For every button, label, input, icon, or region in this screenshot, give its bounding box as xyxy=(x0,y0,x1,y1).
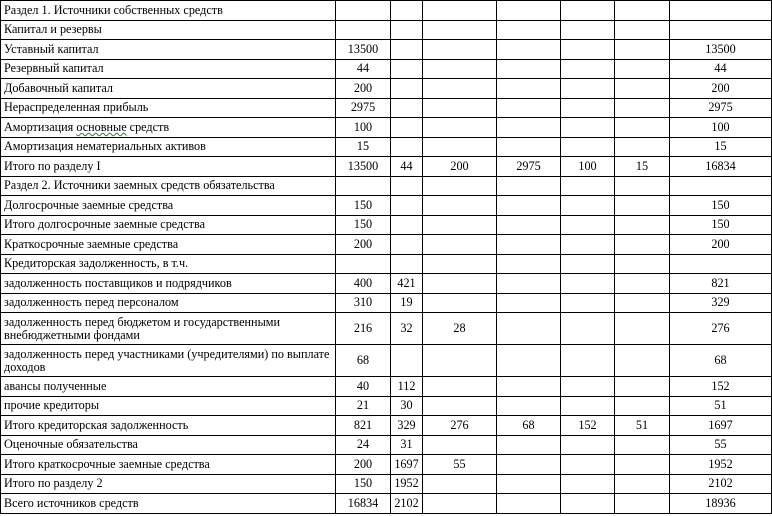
cell-col-4 xyxy=(497,1,561,21)
cell-col-3: 276 xyxy=(423,416,497,436)
cell-total: 150 xyxy=(670,215,772,235)
cell-col-6: 51 xyxy=(615,416,670,436)
cell-col-5 xyxy=(561,176,615,196)
cell-col-1: 100 xyxy=(336,118,391,138)
row-label: Амортизация нематериальных активов xyxy=(1,137,336,157)
cell-col-1: 821 xyxy=(336,416,391,436)
table-row xyxy=(1,455,772,475)
table-row xyxy=(1,345,772,377)
cell-col-2 xyxy=(391,40,423,60)
cell-col-4 xyxy=(497,176,561,196)
cell-col-3 xyxy=(423,345,497,377)
cell-col-6 xyxy=(615,215,670,235)
table-row xyxy=(1,196,772,216)
cell-col-5 xyxy=(561,40,615,60)
table-row xyxy=(1,235,772,255)
cell-total: 51 xyxy=(670,396,772,416)
table-row xyxy=(1,416,772,436)
row-label: задолженность перед персоналом xyxy=(1,293,336,313)
cell-col-3 xyxy=(423,474,497,494)
cell-col-4 xyxy=(497,118,561,138)
cell-col-1: 200 xyxy=(336,79,391,99)
row-label: Нераспределенная прибыль xyxy=(1,98,336,118)
cell-col-6 xyxy=(615,396,670,416)
cell-total: 1952 xyxy=(670,455,772,475)
cell-col-2 xyxy=(391,20,423,40)
cell-col-1: 68 xyxy=(336,345,391,377)
row-label: Оценочные обязательства xyxy=(1,435,336,455)
cell-total: 55 xyxy=(670,435,772,455)
cell-total: 16834 xyxy=(670,157,772,177)
cell-col-2 xyxy=(391,118,423,138)
cell-col-1 xyxy=(336,20,391,40)
cell-col-2: 31 xyxy=(391,435,423,455)
cell-col-6 xyxy=(615,98,670,118)
cell-col-5 xyxy=(561,494,615,514)
row-label: Раздел 2. Источники заемных средств обязательства xyxy=(1,176,336,196)
cell-col-2 xyxy=(391,137,423,157)
cell-col-1: 44 xyxy=(336,59,391,79)
cell-col-1: 16834 xyxy=(336,494,391,514)
cell-total: 44 xyxy=(670,59,772,79)
table-row xyxy=(1,118,772,138)
row-label: Итого кредиторская задолженность xyxy=(1,416,336,436)
table-row xyxy=(1,176,772,196)
cell-col-2: 44 xyxy=(391,157,423,177)
cell-col-4 xyxy=(497,474,561,494)
cell-total: 18936 xyxy=(670,494,772,514)
table-row xyxy=(1,20,772,40)
cell-col-6 xyxy=(615,59,670,79)
cell-col-1 xyxy=(336,254,391,274)
row-label: Капитал и резервы xyxy=(1,20,336,40)
cell-col-6 xyxy=(615,40,670,60)
cell-col-5 xyxy=(561,313,615,345)
table-row xyxy=(1,79,772,99)
cell-col-1: 200 xyxy=(336,455,391,475)
table-row xyxy=(1,435,772,455)
cell-col-2: 112 xyxy=(391,377,423,397)
cell-col-1: 21 xyxy=(336,396,391,416)
cell-col-2 xyxy=(391,79,423,99)
cell-total: 13500 xyxy=(670,40,772,60)
cell-col-1: 13500 xyxy=(336,40,391,60)
table-row xyxy=(1,1,772,21)
cell-total: 15 xyxy=(670,137,772,157)
cell-col-5 xyxy=(561,215,615,235)
cell-col-3 xyxy=(423,118,497,138)
row-label: авансы полученные xyxy=(1,377,336,397)
cell-total: 276 xyxy=(670,313,772,345)
cell-col-6 xyxy=(615,118,670,138)
cell-col-3 xyxy=(423,494,497,514)
cell-col-3 xyxy=(423,1,497,21)
cell-col-5 xyxy=(561,1,615,21)
cell-col-6 xyxy=(615,20,670,40)
cell-total: 329 xyxy=(670,293,772,313)
cell-total: 100 xyxy=(670,118,772,138)
cell-col-5 xyxy=(561,98,615,118)
cell-col-1: 15 xyxy=(336,137,391,157)
table-row xyxy=(1,254,772,274)
cell-col-2: 1952 xyxy=(391,474,423,494)
cell-col-4: 2975 xyxy=(497,157,561,177)
cell-col-4: 68 xyxy=(497,416,561,436)
cell-col-2 xyxy=(391,98,423,118)
cell-col-3 xyxy=(423,137,497,157)
cell-total: 821 xyxy=(670,274,772,294)
cell-col-1: 150 xyxy=(336,474,391,494)
table-row xyxy=(1,293,772,313)
table-row xyxy=(1,396,772,416)
cell-col-5 xyxy=(561,274,615,294)
cell-col-3: 200 xyxy=(423,157,497,177)
cell-col-5 xyxy=(561,474,615,494)
cell-col-3 xyxy=(423,435,497,455)
cell-col-4 xyxy=(497,137,561,157)
cell-col-6 xyxy=(615,293,670,313)
table-row xyxy=(1,215,772,235)
cell-col-6 xyxy=(615,345,670,377)
cell-total xyxy=(670,1,772,21)
table-row xyxy=(1,137,772,157)
cell-col-2: 19 xyxy=(391,293,423,313)
cell-col-4 xyxy=(497,494,561,514)
cell-col-3: 28 xyxy=(423,313,497,345)
cell-col-2 xyxy=(391,59,423,79)
cell-col-1: 200 xyxy=(336,235,391,255)
cell-col-5 xyxy=(561,377,615,397)
table-row xyxy=(1,313,772,345)
cell-col-6 xyxy=(615,235,670,255)
cell-col-6 xyxy=(615,196,670,216)
cell-col-4 xyxy=(497,79,561,99)
cell-col-4 xyxy=(497,377,561,397)
cell-col-6 xyxy=(615,1,670,21)
row-label: Итого долгосрочные заемные средства xyxy=(1,215,336,235)
row-label: задолженность поставщиков и подрядчиков xyxy=(1,274,336,294)
cell-total: 1697 xyxy=(670,416,772,436)
cell-col-3 xyxy=(423,59,497,79)
row-label: прочие кредиторы xyxy=(1,396,336,416)
row-label: Резервный капитал xyxy=(1,59,336,79)
cell-total: 200 xyxy=(670,79,772,99)
cell-col-3 xyxy=(423,79,497,99)
cell-col-3: 55 xyxy=(423,455,497,475)
cell-col-2 xyxy=(391,215,423,235)
cell-col-5 xyxy=(561,293,615,313)
cell-col-5 xyxy=(561,254,615,274)
cell-total: 150 xyxy=(670,196,772,216)
cell-col-4 xyxy=(497,254,561,274)
cell-total: 200 xyxy=(670,235,772,255)
cell-col-6 xyxy=(615,435,670,455)
cell-col-5 xyxy=(561,20,615,40)
label-part: Амортизация xyxy=(4,119,77,134)
row-label xyxy=(1,118,336,138)
cell-col-2: 30 xyxy=(391,396,423,416)
cell-col-2 xyxy=(391,254,423,274)
cell-col-6 xyxy=(615,377,670,397)
table-row xyxy=(1,474,772,494)
cell-col-3 xyxy=(423,196,497,216)
cell-col-1: 40 xyxy=(336,377,391,397)
cell-total: 152 xyxy=(670,377,772,397)
cell-total xyxy=(670,20,772,40)
cell-col-6 xyxy=(615,494,670,514)
table-row xyxy=(1,377,772,397)
row-label: Итого по разделу I xyxy=(1,157,336,177)
cell-col-6 xyxy=(615,79,670,99)
cell-col-5 xyxy=(561,396,615,416)
cell-col-2 xyxy=(391,235,423,255)
cell-col-3 xyxy=(423,274,497,294)
cell-col-6 xyxy=(615,137,670,157)
cell-col-2 xyxy=(391,345,423,377)
table-row xyxy=(1,157,772,177)
cell-col-5 xyxy=(561,137,615,157)
cell-col-4 xyxy=(497,235,561,255)
cell-col-5 xyxy=(561,345,615,377)
cell-col-2: 2102 xyxy=(391,494,423,514)
cell-col-6: 15 xyxy=(615,157,670,177)
cell-col-4 xyxy=(497,20,561,40)
table-body xyxy=(1,1,772,514)
row-label: Долгосрочные заемные средства xyxy=(1,196,336,216)
table-row xyxy=(1,98,772,118)
table-row xyxy=(1,59,772,79)
label-part-spellcheck: основные xyxy=(76,119,127,134)
cell-col-4 xyxy=(497,435,561,455)
cell-col-5 xyxy=(561,435,615,455)
cell-total: 2975 xyxy=(670,98,772,118)
cell-col-1: 150 xyxy=(336,196,391,216)
row-label: Раздел 1. Источники собственных средств xyxy=(1,1,336,21)
cell-col-5 xyxy=(561,455,615,475)
cell-col-4 xyxy=(497,196,561,216)
row-label: Добавочный капитал xyxy=(1,79,336,99)
cell-col-5 xyxy=(561,79,615,99)
cell-col-1: 150 xyxy=(336,215,391,235)
cell-col-3 xyxy=(423,377,497,397)
cell-col-3 xyxy=(423,396,497,416)
cell-col-1 xyxy=(336,176,391,196)
cell-col-1: 2975 xyxy=(336,98,391,118)
cell-col-5: 100 xyxy=(561,157,615,177)
cell-col-4 xyxy=(497,313,561,345)
cell-col-4 xyxy=(497,98,561,118)
cell-total xyxy=(670,176,772,196)
row-label: Всего источников средств xyxy=(1,494,336,514)
cell-col-3 xyxy=(423,40,497,60)
cell-col-4 xyxy=(497,293,561,313)
cell-total: 2102 xyxy=(670,474,772,494)
cell-col-1: 13500 xyxy=(336,157,391,177)
cell-col-3 xyxy=(423,254,497,274)
row-label: Уставный капитал xyxy=(1,40,336,60)
cell-total: 68 xyxy=(670,345,772,377)
cell-col-4 xyxy=(497,40,561,60)
cell-col-1: 310 xyxy=(336,293,391,313)
row-label: Краткосрочные заемные средства xyxy=(1,235,336,255)
cell-col-1: 24 xyxy=(336,435,391,455)
cell-col-6 xyxy=(615,176,670,196)
cell-col-4 xyxy=(497,455,561,475)
cell-col-5: 152 xyxy=(561,416,615,436)
table-row xyxy=(1,40,772,60)
table-row xyxy=(1,274,772,294)
row-label: Кредиторская задолженность, в т.ч. xyxy=(1,254,336,274)
cell-col-5 xyxy=(561,59,615,79)
cell-col-4 xyxy=(497,215,561,235)
cell-col-6 xyxy=(615,274,670,294)
cell-col-5 xyxy=(561,235,615,255)
cell-col-3 xyxy=(423,98,497,118)
cell-col-4 xyxy=(497,396,561,416)
cell-col-3 xyxy=(423,20,497,40)
cell-col-2: 421 xyxy=(391,274,423,294)
cell-col-5 xyxy=(561,196,615,216)
cell-col-6 xyxy=(615,455,670,475)
cell-col-2: 1697 xyxy=(391,455,423,475)
cell-total xyxy=(670,254,772,274)
cell-col-2 xyxy=(391,1,423,21)
cell-col-3 xyxy=(423,293,497,313)
cell-col-2 xyxy=(391,196,423,216)
cell-col-6 xyxy=(615,313,670,345)
cell-col-4 xyxy=(497,345,561,377)
row-label: Итого краткосрочные заемные средства xyxy=(1,455,336,475)
cell-col-3 xyxy=(423,235,497,255)
label-part: средств xyxy=(126,119,170,134)
cell-col-4 xyxy=(497,274,561,294)
cell-col-1: 400 xyxy=(336,274,391,294)
cell-col-4 xyxy=(497,59,561,79)
cell-col-2: 329 xyxy=(391,416,423,436)
cell-col-1 xyxy=(336,1,391,21)
cell-col-3 xyxy=(423,215,497,235)
row-label: задолженность перед бюджетом и государственными внебюджетными фондами xyxy=(1,313,336,345)
cell-col-5 xyxy=(561,118,615,138)
cell-col-2 xyxy=(391,176,423,196)
cell-col-1: 216 xyxy=(336,313,391,345)
table-row xyxy=(1,494,772,514)
row-label: задолженность перед участниками (учредителями) по выплате доходов xyxy=(1,345,336,377)
row-label: Итого по разделу 2 xyxy=(1,474,336,494)
cell-col-6 xyxy=(615,474,670,494)
cell-col-3 xyxy=(423,176,497,196)
cell-col-6 xyxy=(615,254,670,274)
cell-col-2: 32 xyxy=(391,313,423,345)
